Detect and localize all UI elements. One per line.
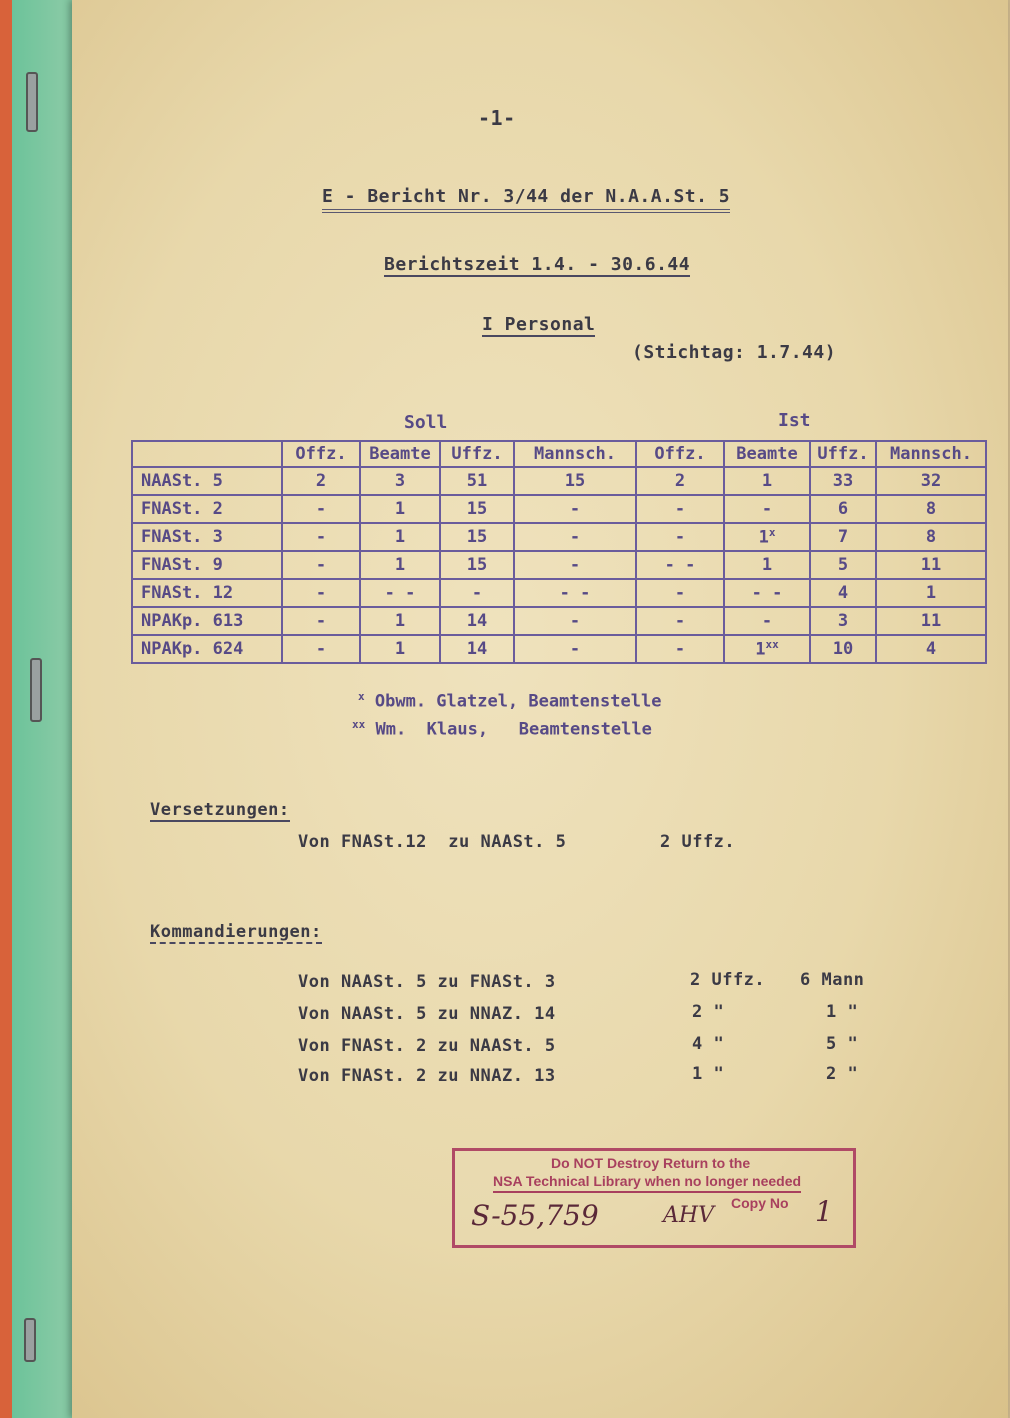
table-cell: -: [636, 579, 724, 607]
table-cell: 3: [360, 467, 440, 495]
handwritten-initials: AHV: [663, 1203, 714, 1228]
versetzungen-line: Von FNASt.12 zu NAASt. 5: [298, 832, 567, 852]
header-blank: [132, 441, 282, 467]
table-cell: 1: [724, 551, 810, 579]
table-cell: 10: [810, 635, 876, 663]
table-cell: 11: [876, 551, 986, 579]
table-cell: 14: [440, 607, 514, 635]
kommandierung-mann: 6 Mann: [800, 970, 865, 990]
column-header: Uffz.: [810, 441, 876, 467]
table-row: [132, 495, 986, 523]
section-heading: I Personal: [482, 314, 596, 335]
table-cell: 15: [514, 467, 636, 495]
kommandierung-route: Von NAASt. 5 zu FNASt. 3: [298, 972, 556, 992]
table-cell: -: [282, 635, 360, 663]
staple-top: [26, 72, 38, 132]
table-cell-with-mark: [724, 523, 810, 551]
personnel-table: [131, 440, 987, 664]
table-cell: 6: [810, 495, 876, 523]
footnote-mark: xx: [352, 718, 366, 731]
table-cell: -: [514, 551, 636, 579]
table-cell: 1: [360, 635, 440, 663]
table-cell: 1: [360, 523, 440, 551]
copy-label: Copy No: [731, 1195, 789, 1211]
kommandierung-uffz: 2 Uffz.: [690, 970, 766, 990]
table-cell: -: [514, 607, 636, 635]
group-label-soll: Soll: [404, 412, 448, 433]
table-cell: 15: [440, 523, 514, 551]
table-cell: -: [636, 523, 724, 551]
table-row: [132, 635, 986, 663]
table-row: [132, 551, 986, 579]
footnote-mark: x: [358, 690, 365, 703]
table-cell: -: [514, 495, 636, 523]
table-cell: 1: [876, 579, 986, 607]
table-row: [132, 579, 986, 607]
table-cell: 3: [810, 607, 876, 635]
table-cell: - -: [724, 579, 810, 607]
table-cell: 51: [440, 467, 514, 495]
report-title: E - Bericht Nr. 3/44 der N.A.A.St. 5: [322, 186, 730, 213]
footnote-text: Obwm. Glatzel, Beamtenstelle: [374, 691, 662, 712]
column-header: Beamte: [360, 441, 440, 467]
column-header: Offz.: [636, 441, 724, 467]
table-cell: 4: [876, 635, 986, 663]
row-label: NPAKp. 613: [132, 607, 282, 635]
table-cell: 4: [810, 579, 876, 607]
footnote-mark: x: [768, 526, 776, 540]
versetzungen-count: 2 Uffz.: [660, 832, 736, 852]
table-cell: 1: [360, 551, 440, 579]
column-header: Uffz.: [440, 441, 514, 467]
table-cell: 15: [440, 495, 514, 523]
table-cell: -: [636, 607, 724, 635]
row-label: FNASt. 12: [132, 579, 282, 607]
table-cell: 32: [876, 467, 986, 495]
table-row: [132, 607, 986, 635]
table-cell: 7: [810, 523, 876, 551]
kommandierung-mann: 2 ": [826, 1064, 859, 1084]
column-header: Mannsch.: [876, 441, 986, 467]
kommandierung-uffz: 2 ": [692, 1002, 725, 1022]
report-period: Berichtszeit 1.4. - 30.6.44: [384, 254, 691, 275]
kommandierung-route: Von FNASt. 2 zu NNAZ. 13: [298, 1066, 556, 1086]
table-cell: 8: [876, 495, 986, 523]
versetzungen-heading: Versetzungen:: [150, 800, 290, 820]
row-label: NPAKp. 624: [132, 635, 282, 663]
group-label-ist: Ist: [778, 410, 811, 431]
kommandierungen-heading: Kommandierungen:: [150, 922, 322, 942]
row-label: FNASt. 9: [132, 551, 282, 579]
table-row: [132, 467, 986, 495]
table-cell: -: [724, 607, 810, 635]
table-cell: 33: [810, 467, 876, 495]
table-cell: -: [282, 495, 360, 523]
kommandierung-uffz: 1 ": [692, 1064, 725, 1084]
table-cell: 2: [282, 467, 360, 495]
table-cell: 8: [876, 523, 986, 551]
table-cell: 5: [810, 551, 876, 579]
table-cell: 1: [724, 467, 810, 495]
column-header: Beamte: [724, 441, 810, 467]
nsa-library-stamp: [452, 1148, 856, 1248]
table-cell: 1: [360, 607, 440, 635]
row-label: NAASt. 5: [132, 467, 282, 495]
footnote-xx: [352, 718, 652, 740]
table-cell: -: [514, 635, 636, 663]
table-cell: -: [282, 551, 360, 579]
table-cell: -: [282, 523, 360, 551]
table-cell: - -: [636, 551, 724, 579]
staple-middle: [30, 658, 42, 722]
footnote-mark: xx: [765, 638, 779, 652]
table-cell: 1: [360, 495, 440, 523]
kommandierung-route: Von NAASt. 5 zu NNAZ. 14: [298, 1004, 556, 1024]
cell-value: 1: [755, 639, 766, 660]
stamp-line-1: Do NOT Destroy Return to the: [551, 1155, 751, 1171]
table-header-row: [132, 441, 986, 467]
copy-number: 1: [815, 1195, 833, 1228]
table-cell: - -: [360, 579, 440, 607]
kommandierung-uffz: 4 ": [692, 1034, 725, 1054]
table-cell: -: [440, 579, 514, 607]
handwritten-accession-id: S-55,759: [471, 1199, 599, 1232]
row-label: FNASt. 2: [132, 495, 282, 523]
table-cell: -: [282, 607, 360, 635]
table-cell: -: [724, 495, 810, 523]
footnote-text: Wm. Klaus, Beamtenstelle: [375, 719, 652, 740]
column-header: Mannsch.: [514, 441, 636, 467]
kommandierung-mann: 1 ": [826, 1002, 859, 1022]
cell-value: 1: [758, 527, 769, 548]
table-row: [132, 523, 986, 551]
kommandierung-mann: 5 ": [826, 1034, 859, 1054]
table-cell: -: [514, 523, 636, 551]
table-cell: - -: [514, 579, 636, 607]
kommandierung-route: Von FNASt. 2 zu NAASt. 5: [298, 1036, 556, 1056]
table-cell-with-mark: [724, 635, 810, 663]
footnote-x: [358, 690, 661, 712]
table-cell: -: [636, 495, 724, 523]
table-cell: -: [636, 635, 724, 663]
table-cell: 15: [440, 551, 514, 579]
table-cell: 14: [440, 635, 514, 663]
table-cell: 11: [876, 607, 986, 635]
column-header: Offz.: [282, 441, 360, 467]
table-cell: 2: [636, 467, 724, 495]
staple-bottom: [24, 1318, 36, 1362]
reference-date: (Stichtag: 1.7.44): [632, 342, 837, 363]
row-label: FNASt. 3: [132, 523, 282, 551]
page-number: -1-: [478, 106, 516, 130]
stamp-line-2: NSA Technical Library when no longer needed: [493, 1173, 801, 1193]
table-cell: -: [282, 579, 360, 607]
